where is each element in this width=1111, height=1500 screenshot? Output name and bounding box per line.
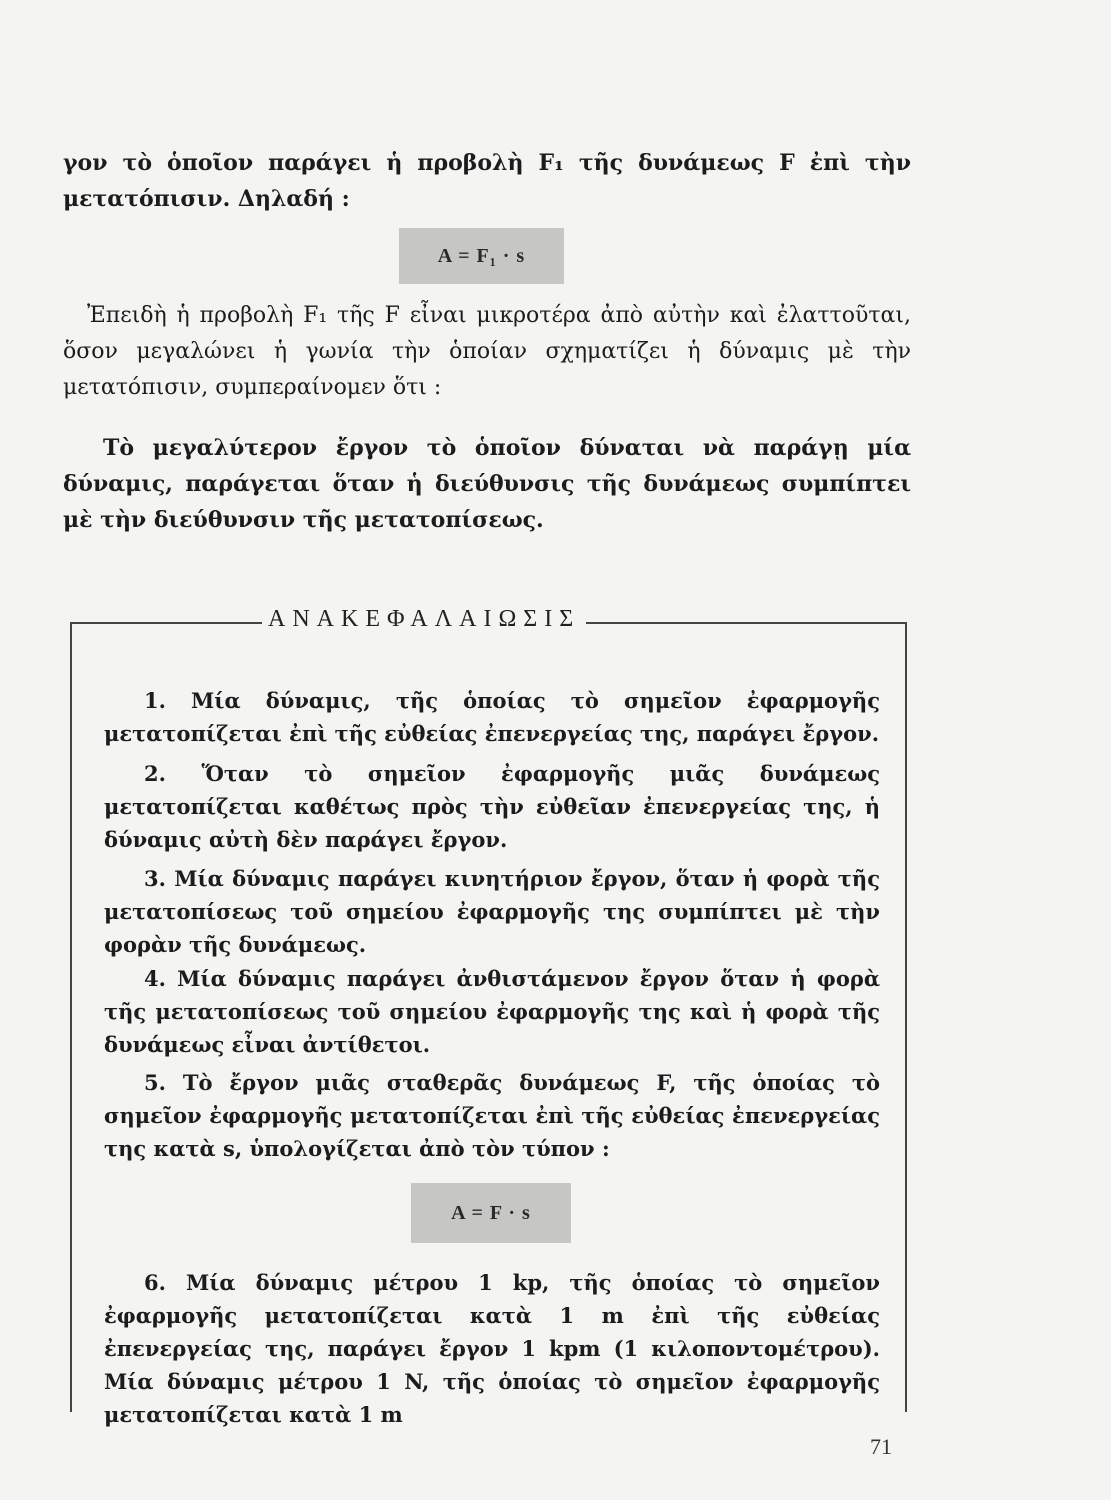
summary-title: ΑΝΑΚΕΦΑΛΑΙΩΣΙΣ [262, 602, 586, 636]
summary-item-1: 1. Μία δύναμις, τῆς ὁποίας τὸ σημεῖον ἐφαρμογῆς μετατοπίζεται ἐπὶ τῆς εὐθείας ἐπενεργείας της, παράγει ἔργον. [104, 688, 880, 746]
summary-item-2: 2. Ὅταν τὸ σημεῖον ἐφαρμογῆς μιᾶς δυνάμεως μετατοπίζεται καθέτως πρὸς τὴν εὐθεῖαν ἐπενεργείας της, ἡ δύναμις αὐτὴ δὲν παράγει ἔργον. [104, 761, 880, 852]
summary-item-5: 5. Τὸ ἔργον μιᾶς σταθερᾶς δυνάμεως F, τῆς ὁποίας τὸ σημεῖον ἐφαρμογῆς μετατοπίζεται ἐπὶ τῆς εὐθείας ἐπενεργείας της κατὰ s, ὑπολογίζεται ἀπὸ τὸν τύπον : [104, 1070, 880, 1161]
explanation-paragraph: Ἐπειδὴ ἡ προβολὴ F₁ τῆς F εἶναι μικροτέρα ἀπὸ αὐτὴν καὶ ἐλαττοῦται, ὅσον μεγαλώνει ἡ γωνία τὴν ὁποίαν σχηματίζει ἡ δύναμις μὲ τὴν μετατόπισιν, συμπεραίνομεν ὅτι : [63, 303, 911, 400]
summary-item-6: 6. Μία δύναμις μέτρου 1 kp, τῆς ὁποίας τὸ σημεῖον ἐφαρμογῆς μετατοπίζεται κατὰ 1 m ἐπὶ τῆς εὐθείας ἐπενεργείας της, παράγει ἔργον 1 kpm (1 κιλοποντομέτρου). Μία δύναμις μέτρου 1 N, τῆς ὁποίας τὸ σημεῖον ἐφαρμογῆς μετατοπίζεται κατὰ 1 m [104, 1270, 880, 1427]
intro-text: γον τὸ ὁποῖον παράγει ἡ προβολὴ F₁ τῆς δυνάμεως F ἐπὶ τὴν μετατόπισιν. Δηλαδή : [63, 150, 911, 212]
formula-work-projection: A = F₁ · s [399, 228, 564, 284]
conclusion-paragraph: Τὸ μεγαλύτερον ἔργον τὸ ὁποῖον δύναται νὰ παράγῃ μία δύναμις, παράγεται ὅταν ἡ διεύθυνσις τῆς δυνάμεως συμπίπτει μὲ τὴν διεύθυνσιν τῆς μετατοπίσεως. [63, 435, 911, 533]
formula-work: A = F · s [411, 1183, 571, 1243]
summary-item-4: 4. Μία δύναμις παράγει ἀνθιστάμενον ἔργον ὅταν ἡ φορὰ τῆς μετατοπίσεως τοῦ σημείου ἐφαρμογῆς της καὶ ἡ φορὰ τῆς δυνάμεως εἶναι ἀντίθετοι. [104, 966, 880, 1057]
summary-item-3: 3. Μία δύναμις παράγει κινητήριον ἔργον, ὅταν ἡ φορὰ τῆς μετατοπίσεως τοῦ σημείου ἐφαρμογῆς της συμπίπτει μὲ τὴν φορὰν τῆς δυνάμεως. [104, 866, 880, 957]
page-number: 71 [870, 1434, 892, 1459]
